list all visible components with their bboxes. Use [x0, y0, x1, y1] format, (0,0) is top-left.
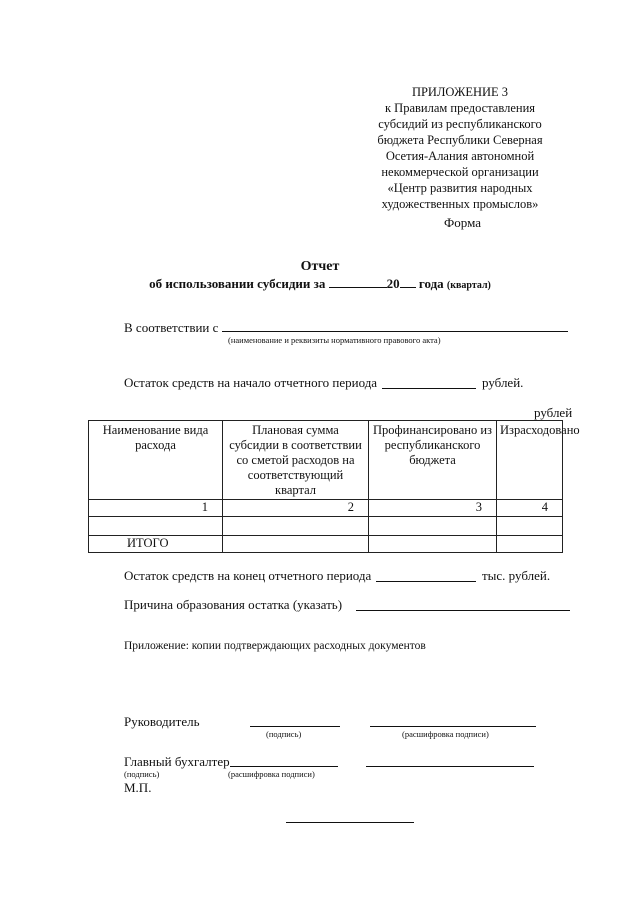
total-label: ИТОГО: [89, 536, 223, 553]
table-header-cell: Профинансировано из республиканского бюджета: [369, 421, 497, 500]
basis-label: В соответствии с: [124, 320, 219, 335]
appendix-line: бюджета Республики Северная: [377, 133, 543, 147]
appendix-line: ПРИЛОЖЕНИЕ 3: [411, 85, 509, 99]
table-header-cell: Израсходовано: [497, 421, 563, 500]
column-number: 2: [223, 500, 369, 517]
column-number: 3: [369, 500, 497, 517]
table-cell[interactable]: [497, 517, 563, 536]
subtitle-note: (квартал): [446, 280, 491, 291]
end-balance-unit: тыс. рублей.: [482, 568, 551, 583]
table-cell[interactable]: [369, 517, 497, 536]
accountant-decode-field[interactable]: [366, 766, 534, 767]
start-balance-unit: рублей.: [482, 375, 524, 390]
table-cell[interactable]: [89, 517, 223, 536]
appendix-line: Осетия-Алания автономной: [385, 149, 535, 163]
start-balance-label: Остаток средств на начало отчетного периода: [124, 375, 378, 390]
subtitle-suffix: года: [418, 276, 444, 291]
table-row: [89, 517, 563, 536]
basis-caption: (наименование и реквизиты нормативного правового акта): [228, 335, 441, 345]
end-balance-label: Остаток средств на конец отчетного периода: [124, 568, 372, 583]
head-decode-caption: (расшифровка подписи): [402, 729, 489, 739]
subtitle-year: 20: [386, 276, 400, 291]
table-cell[interactable]: [369, 536, 497, 553]
table-header-cell: Наименование вида расхода: [89, 421, 223, 500]
table-cell[interactable]: [223, 517, 369, 536]
accountant-label: Главный бухгалтер: [124, 754, 230, 769]
subtitle-prefix: об использовании субсидии за: [149, 276, 326, 291]
table-cell[interactable]: [497, 536, 563, 553]
accountant-signature-caption: (подпись): [124, 769, 160, 779]
reason-field[interactable]: [356, 610, 570, 611]
table-header-row: [89, 421, 563, 500]
reason-label: Причина образования остатка (указать): [124, 597, 343, 612]
table-total-row: [89, 536, 563, 553]
quarter-field[interactable]: [329, 275, 387, 288]
appendix-line: художественных промыслов»: [381, 197, 539, 211]
table-unit-label: рублей: [534, 405, 573, 420]
table-numbers-row: [89, 500, 563, 517]
head-signature-caption: (подпись): [266, 729, 302, 739]
appendix-line: некоммерческой организации: [381, 165, 539, 179]
column-number: 4: [497, 500, 563, 517]
head-signature-field[interactable]: [250, 726, 340, 727]
report-subtitle: [0, 275, 640, 292]
report-table: [88, 420, 580, 553]
year-field[interactable]: [400, 275, 416, 288]
head-decode-field[interactable]: [370, 726, 536, 727]
end-balance-field[interactable]: [376, 581, 476, 582]
head-label: Руководитель: [124, 714, 200, 729]
appendix-line: «Центр развития народных: [387, 181, 533, 195]
accountant-signature-field[interactable]: [230, 766, 338, 767]
report-title: Отчет: [300, 259, 340, 274]
accountant-decode-caption: (расшифровка подписи): [228, 769, 315, 779]
appendix-line: к Правилам предоставления: [384, 101, 536, 115]
closing-separator: [286, 822, 414, 823]
attachment-note: Приложение: копии подтверждающих расходных документов: [124, 640, 426, 652]
start-balance-field[interactable]: [382, 388, 476, 389]
table-cell[interactable]: [223, 536, 369, 553]
table-header-cell: Плановая сумма субсидии в соответствии со сметой расходов на соответствующий квартал: [223, 421, 369, 500]
appendix-header: [360, 84, 560, 212]
appendix-line: субсидий из республиканского: [378, 117, 542, 131]
form-label: Форма: [444, 215, 481, 230]
column-number: 1: [89, 500, 223, 517]
basis-field[interactable]: [222, 331, 568, 332]
stamp-label: М.П.: [124, 780, 152, 795]
